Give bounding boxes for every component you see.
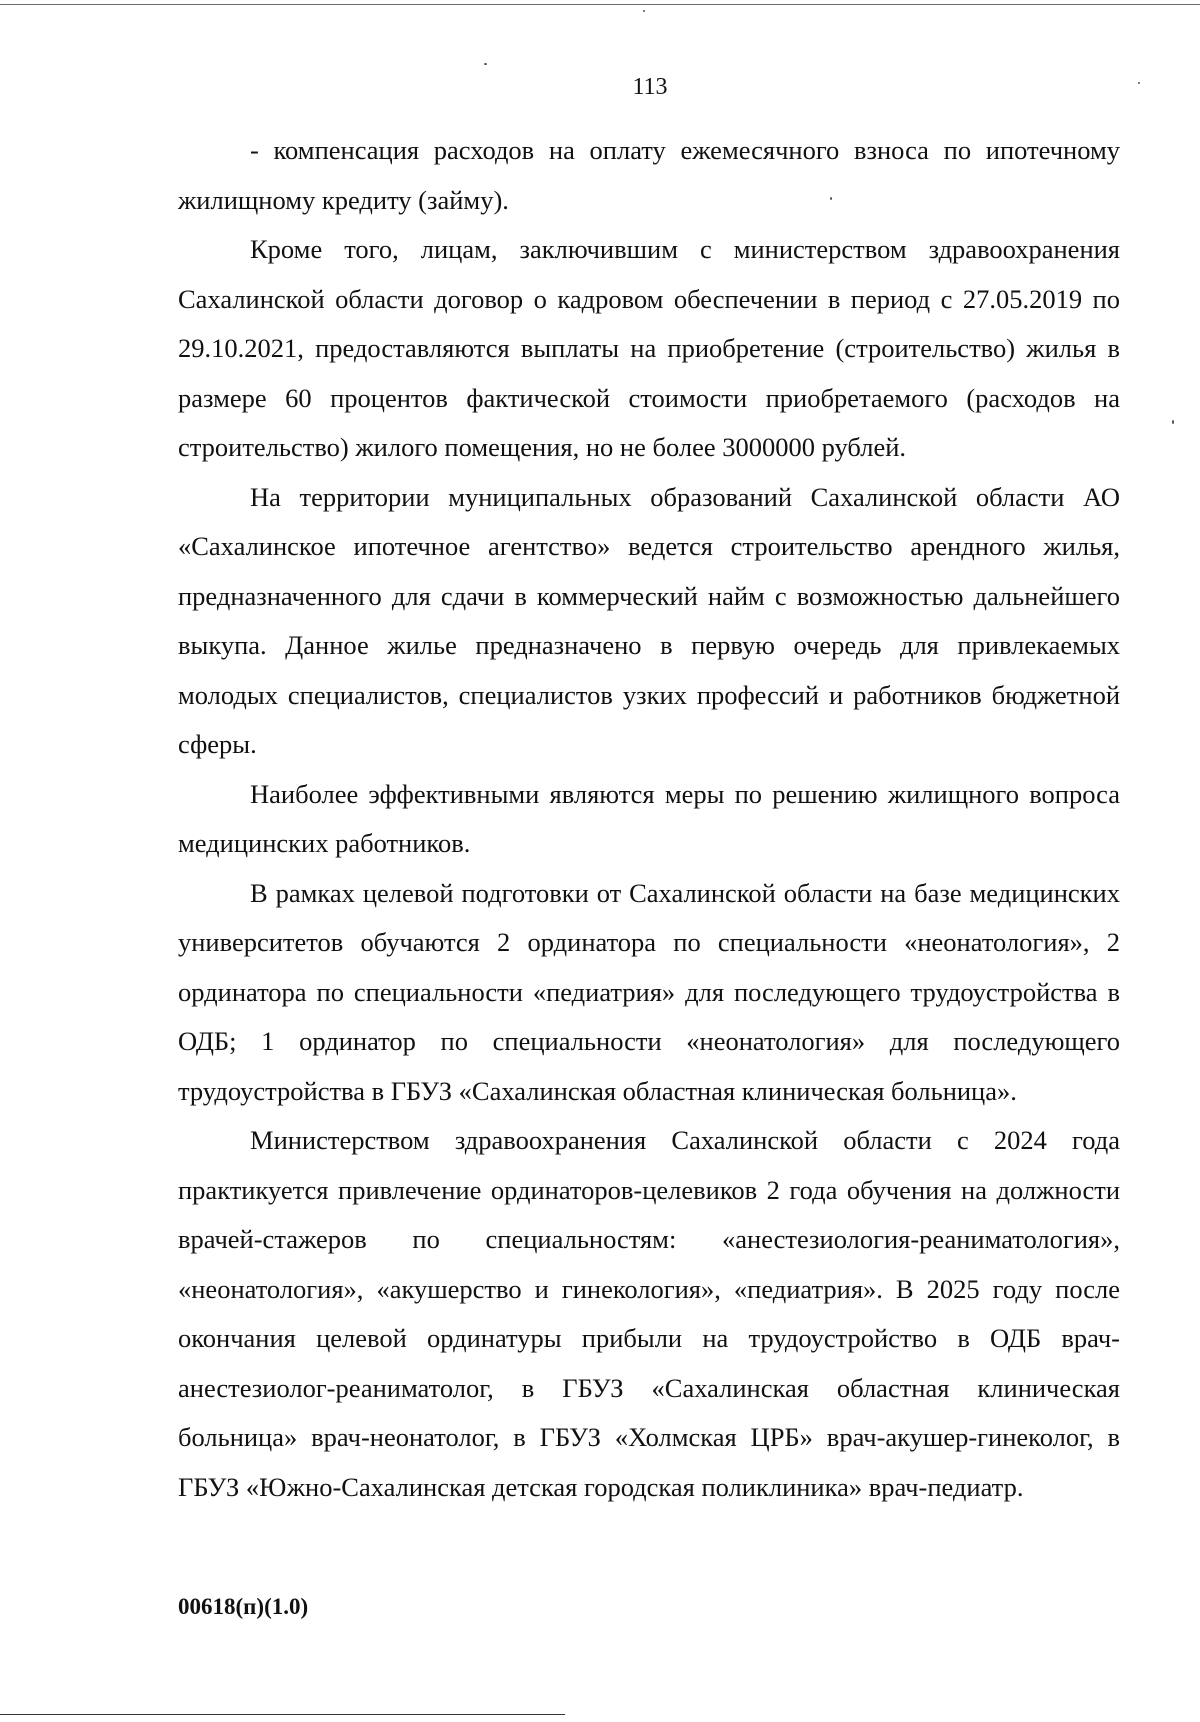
- paragraph-housing-payments: Кроме того, лицам, заключившим с министерством здравоохранения Сахалинской области договор о кадровом обеспечении в период с 27.05.2019 по 29.10.2021, предоставляются выплаты на приобретение (строительство) жилья в размере 60 процентов фактической стоимости приобретаемого (расходов на строительство) жилого помещения, но не более 3000000 рублей.: [178, 234, 1120, 462]
- scan-top-edge: [0, 4, 1200, 5]
- paragraph-mortgage-compensation: - компенсация расходов на оплату ежемесячного взноса по ипотечному жилищному кредиту (займу).: [178, 135, 1120, 215]
- page-number: 113: [632, 74, 668, 100]
- scan-speck: [1138, 82, 1140, 84]
- scan-speck: [1172, 420, 1174, 424]
- paragraph-rental-housing: На территории муниципальных образований Сахалинской области АО «Сахалинское ипотечное агентство» ведется строительство арендного жилья, предназначенного для сдачи в коммерческий найм с возможностью дальнейшего выкупа. Данное жилье предназначено в первую очередь для привлекаемых молодых специалистов, специалистов узких профессий и работников бюджетной сферы.: [178, 481, 1120, 759]
- paragraph-effective-measures: Наиболее эффективными являются меры по решению жилищного вопроса медицинских работников.: [178, 778, 1120, 858]
- paragraph-targeted-training: В рамках целевой подготовки от Сахалинской области на базе медицинских университетов обучаются 2 ординатора по специальности «неонатология», 2 ординатора по специальности «педиатрия» для последующего трудоустройства в ОДБ; 1 ординатор по специальности «неонатология» для последующего трудоустройства в ГБУЗ «Сахалинская областная клиническая больница».: [178, 877, 1120, 1106]
- document-body: [178, 126, 1120, 1512]
- scan-bottom-edge: [0, 1714, 565, 1715]
- scan-speck: [484, 63, 487, 65]
- paragraph-residents-recruitment: Министерством здравоохранения Сахалинской области с 2024 года практикуется привлечение ординаторов-целевиков 2 года обучения на должности врачей-стажеров по специальностям: «анестезиология-реаниматология», «неонатология», «акушерство и гинекология», «педиатрия». В 2025 году после окончания целевой ординатуры прибыли на трудоустройство в ОДБ врач-анестезиолог-реаниматолог, в ГБУЗ «Сахалинская областная клиническая больница» врач-неонатолог, в ГБУЗ «Холмская ЦРБ» врач-акушер-гинеколог, в ГБУЗ «Южно-Сахалинская детская городская поликлиника» врач-педиатр.: [178, 1125, 1120, 1502]
- scan-speck: [643, 10, 645, 12]
- document-code: 00618(п)(1.0): [178, 1594, 309, 1619]
- scan-speck: [830, 197, 832, 200]
